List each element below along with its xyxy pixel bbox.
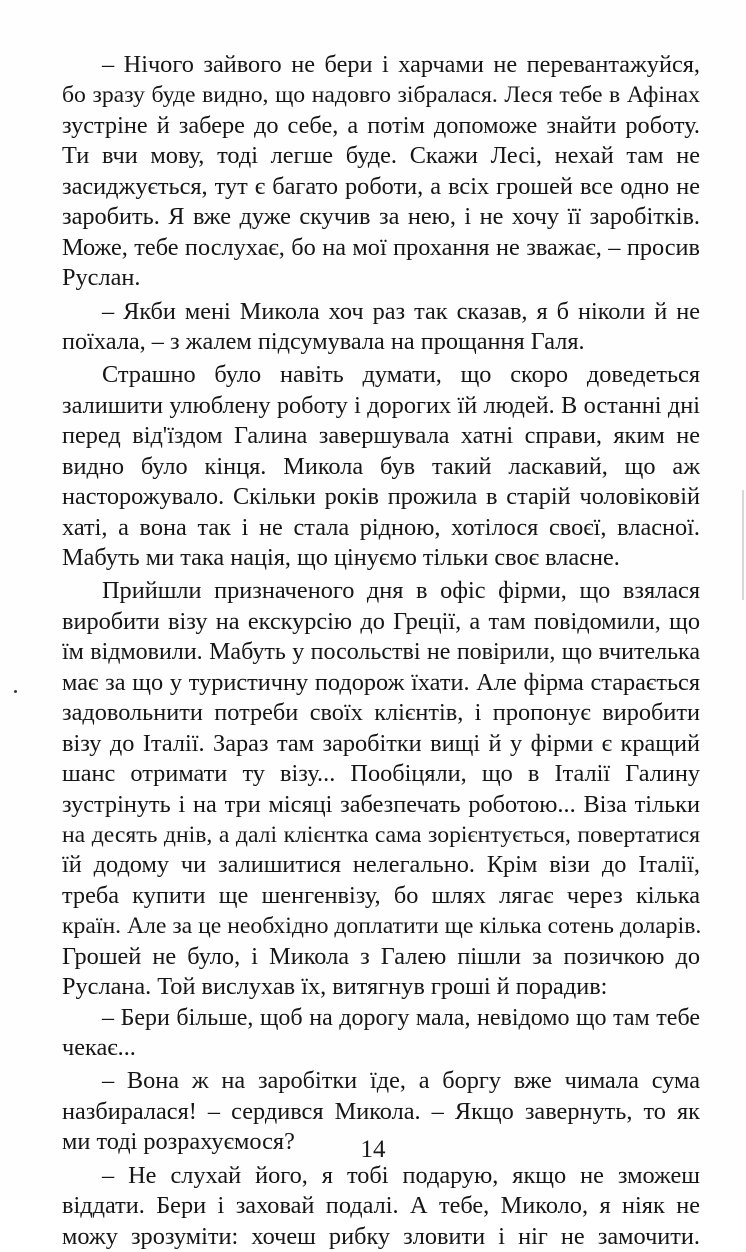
text-line: бо зразу буде видно, що надовго зібралася. Леся тебе в Афінах bbox=[62, 82, 700, 109]
text-line: зустріне й забере до себе, а потім допоможе знайти роботу. bbox=[62, 111, 700, 139]
text-line: чекає... bbox=[62, 1034, 136, 1061]
text-line: Грошей не було, і Микола з Галею пішли за позичкою до bbox=[62, 942, 700, 970]
paragraph bbox=[62, 360, 700, 573]
text-line: можу зрозуміти: хочеш рибку зловити і ніг не замочити. bbox=[62, 1222, 700, 1250]
text-line: їй додому чи залишитися нелегально. Крім візи до Італії, bbox=[62, 851, 700, 879]
text-line: – Не слухай його, я тобі подарую, якщо не зможеш bbox=[102, 1161, 700, 1189]
text-line: заробить. Я вже дуже скучив за нею, і не хочу її заробітків. bbox=[62, 203, 700, 231]
text-line: Руслан. bbox=[62, 264, 141, 292]
text-line: на десять днів, а далі клієнтка сама зорієнтується, повертатися bbox=[62, 821, 700, 848]
text-line: має за що у туристичну подорож їхати. Але фірма старається bbox=[62, 668, 700, 696]
text-line: візу до Італії. Зараз там заробітки вищі й у фірми є кращий bbox=[62, 729, 700, 757]
text-line: насторожувало. Скільки років прожила в старій чоловіковій bbox=[62, 483, 700, 511]
paragraph bbox=[62, 297, 700, 358]
text-line: Мабуть ми така нація, що цінуємо тільки своє власне. bbox=[62, 544, 620, 571]
text-line: хаті, а вона так і не стала рідною, хотілося своєї, власної. bbox=[62, 513, 700, 541]
text-line: засиджується, тут є багато роботи, а всіх грошей все одно не bbox=[62, 172, 700, 200]
text-line: поїхала, – з жалем підсумувала на прощання Галя. bbox=[62, 327, 585, 355]
text-line: віддати. Бери і заховай подалі. А тебе, Миколо, я ніяк не bbox=[62, 1192, 700, 1220]
text-line: – Вона ж на заробітки їде, а боргу вже чимала сума bbox=[102, 1067, 700, 1095]
text-line: Страшно було навіть думати, що скоро доведеться bbox=[102, 361, 700, 389]
text-line: задовольнити потреби своїх клієнтів, і пропонує виробити bbox=[62, 699, 700, 727]
text-line: назбиралася! – сердився Микола. – Якщо завернуть, то як bbox=[62, 1097, 700, 1125]
text-line: зустрінуть і на три місяці забезпечать роботою... Віза тільки bbox=[62, 790, 700, 818]
text-line: – Якби мені Микола хоч раз так сказав, я б ніколи й не bbox=[102, 297, 700, 325]
text-line: ми тоді розрахуємося? bbox=[62, 1128, 295, 1156]
text-line: видно було кінця. Микола був такий ласкавий, що аж bbox=[62, 452, 700, 480]
text-line: шанс отримати ту візу... Пообіцяли, що в Італії Галину bbox=[62, 760, 700, 788]
text-line: треба купити ще шенгенвізу, бо шлях лягає через кілька bbox=[62, 881, 700, 909]
text-line: виробити візу на екскурсію до Греції, а там повідомили, що bbox=[62, 607, 700, 635]
text-line: – Бери більше, щоб на дорогу мала, невідомо що там тебе bbox=[102, 1004, 700, 1031]
text-line: перед від'їздом Галина завершувала хатні справи, яким не bbox=[62, 422, 700, 450]
paragraph bbox=[62, 1161, 700, 1252]
text-line: – Нічого зайвого не бери і харчами не перевантажуйся, bbox=[102, 51, 700, 78]
text-line: Може, тебе послухає, бо на мої прохання не зважає, – просив bbox=[62, 233, 700, 261]
scan-edge-shadow bbox=[742, 490, 744, 600]
paragraph bbox=[62, 1003, 700, 1064]
text-line: Руслана. Той вислухав їх, витягнув гроші й порадив: bbox=[62, 973, 608, 1001]
text-line: Ти вчи мову, тоді легше буде. Скажи Лесі, нехай там не bbox=[62, 142, 700, 170]
scan-speck bbox=[14, 690, 17, 693]
paragraph bbox=[62, 576, 700, 1002]
page-number: 14 bbox=[360, 1136, 386, 1163]
text-line: залишити улюблену роботу і дорогих їй людей. В останні дні bbox=[62, 391, 700, 419]
text-line: їм відмовили. Мабуть у посольстві не повірили, що вчителька bbox=[62, 639, 700, 666]
body-text bbox=[62, 50, 700, 1252]
text-line: країн. Але за це необхідно доплатити ще кілька сотень доларів. bbox=[62, 913, 702, 940]
text-line: Прийшли призначеного дня в офіс фірми, що взялася bbox=[102, 577, 700, 605]
paragraph bbox=[62, 50, 700, 294]
